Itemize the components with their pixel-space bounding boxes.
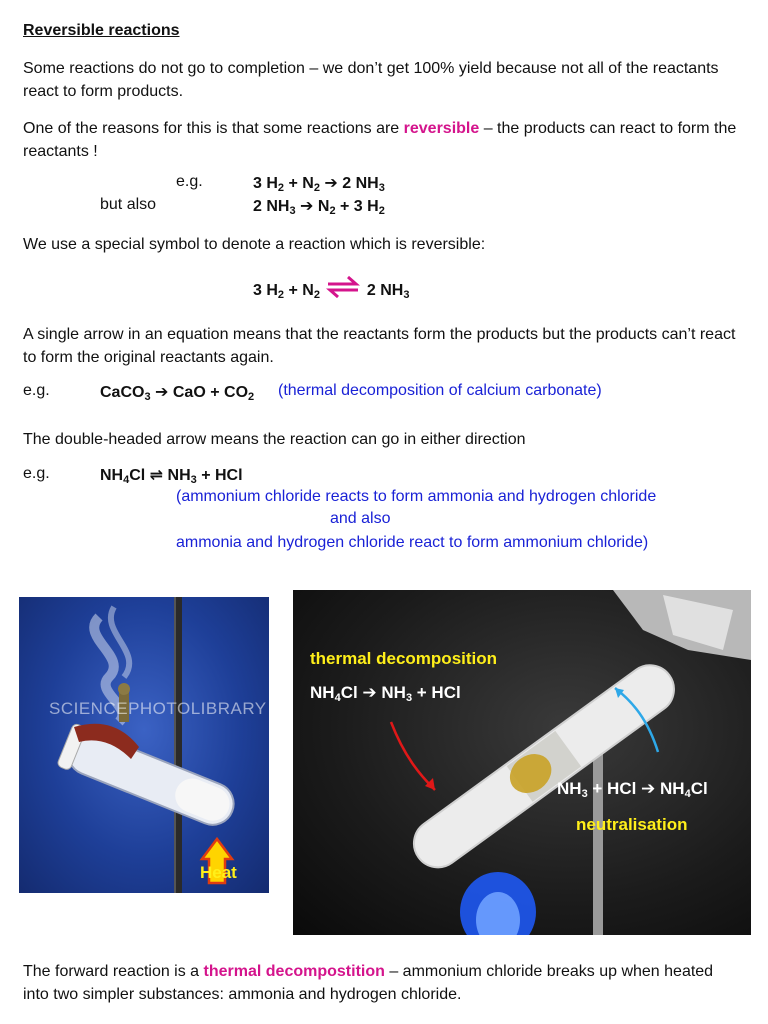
- single-arrow-paragraph: A single arrow in an equation means that the reactants form the products but the products can’t react to form the original reactants again.: [23, 326, 736, 366]
- test-tube-photo: [19, 597, 269, 893]
- decomposition-equation: $NH_4Cl$ ➔ $NH_3$ + HCl: [310, 683, 461, 704]
- eg-label-1: e.g.: [176, 173, 203, 190]
- nh4cl-note-line1: (ammonium chloride reacts to form ammonia and hydrogen chloride: [176, 488, 657, 505]
- but-also-label: but also: [100, 196, 157, 213]
- double-arrow-paragraph: The double-headed arrow means the reaction can go in either direction: [23, 431, 526, 448]
- nh4cl-note-line3: ammonia and hydrogen chloride react to form ammonium chloride): [176, 534, 649, 551]
- reasons-paragraph: One of the reasons for this is that some reactions are reversible – the products can react to form the reactants !: [23, 120, 737, 160]
- watermark-text: SCIENCEPHOTOLIBRARY: [49, 699, 267, 718]
- intro-paragraph: Some reactions do not go to completion – we don’t get 100% yield because not all of the reactants react to form products.: [23, 60, 719, 100]
- forward-reaction-paragraph: The forward reaction is a thermal decompostition – ammonium chloride breaks up when heated into two simpler substances: ammonia and hydrogen chloride.: [23, 963, 714, 1003]
- equation-nh4cl: $NH_4Cl$ ⇌ $NH_3$ + HCl: [100, 467, 243, 486]
- heated-tube-illustration: [293, 590, 751, 935]
- neutralisation-equation: $NH_3$ + HCl ➔ $NH_4Cl$: [557, 779, 708, 800]
- neutralisation-label: neutralisation: [576, 815, 688, 834]
- reversible-arrow-icon: [326, 275, 360, 299]
- heat-label: Heat: [200, 863, 237, 882]
- thermal-decomposition-label: thermal decomposition: [310, 649, 498, 668]
- heated-tube-photo: [293, 590, 751, 935]
- nh4cl-note-line2: and also: [330, 510, 391, 527]
- page-title: Reversible reactions: [23, 22, 180, 39]
- equation-forward: 3 $H_2 + N_2$ ➔ 2 $NH_3$: [253, 175, 385, 194]
- test-tube-illustration: [19, 597, 269, 893]
- equation-caco3: CaCO$_3$ ➔ CaO + $CO_2$: [100, 384, 255, 403]
- eg-label-2: e.g.: [23, 382, 50, 399]
- equation-reversible: 3 $H_2 + N_2$ 2 $NH_3$: [253, 275, 409, 300]
- equation-reverse: 2 $NH_3$ ➔ $N_2 + 3$ $H_2$: [253, 198, 385, 217]
- reversible-highlight: reversible: [403, 120, 480, 137]
- eg-label-3: e.g.: [23, 465, 50, 482]
- symbol-paragraph: We use a special symbol to denote a reaction which is reversible:: [23, 236, 486, 253]
- thermal-decomposition-highlight: thermal decompostition: [203, 963, 385, 980]
- caco3-note: (thermal decomposition of calcium carbonate): [278, 382, 602, 399]
